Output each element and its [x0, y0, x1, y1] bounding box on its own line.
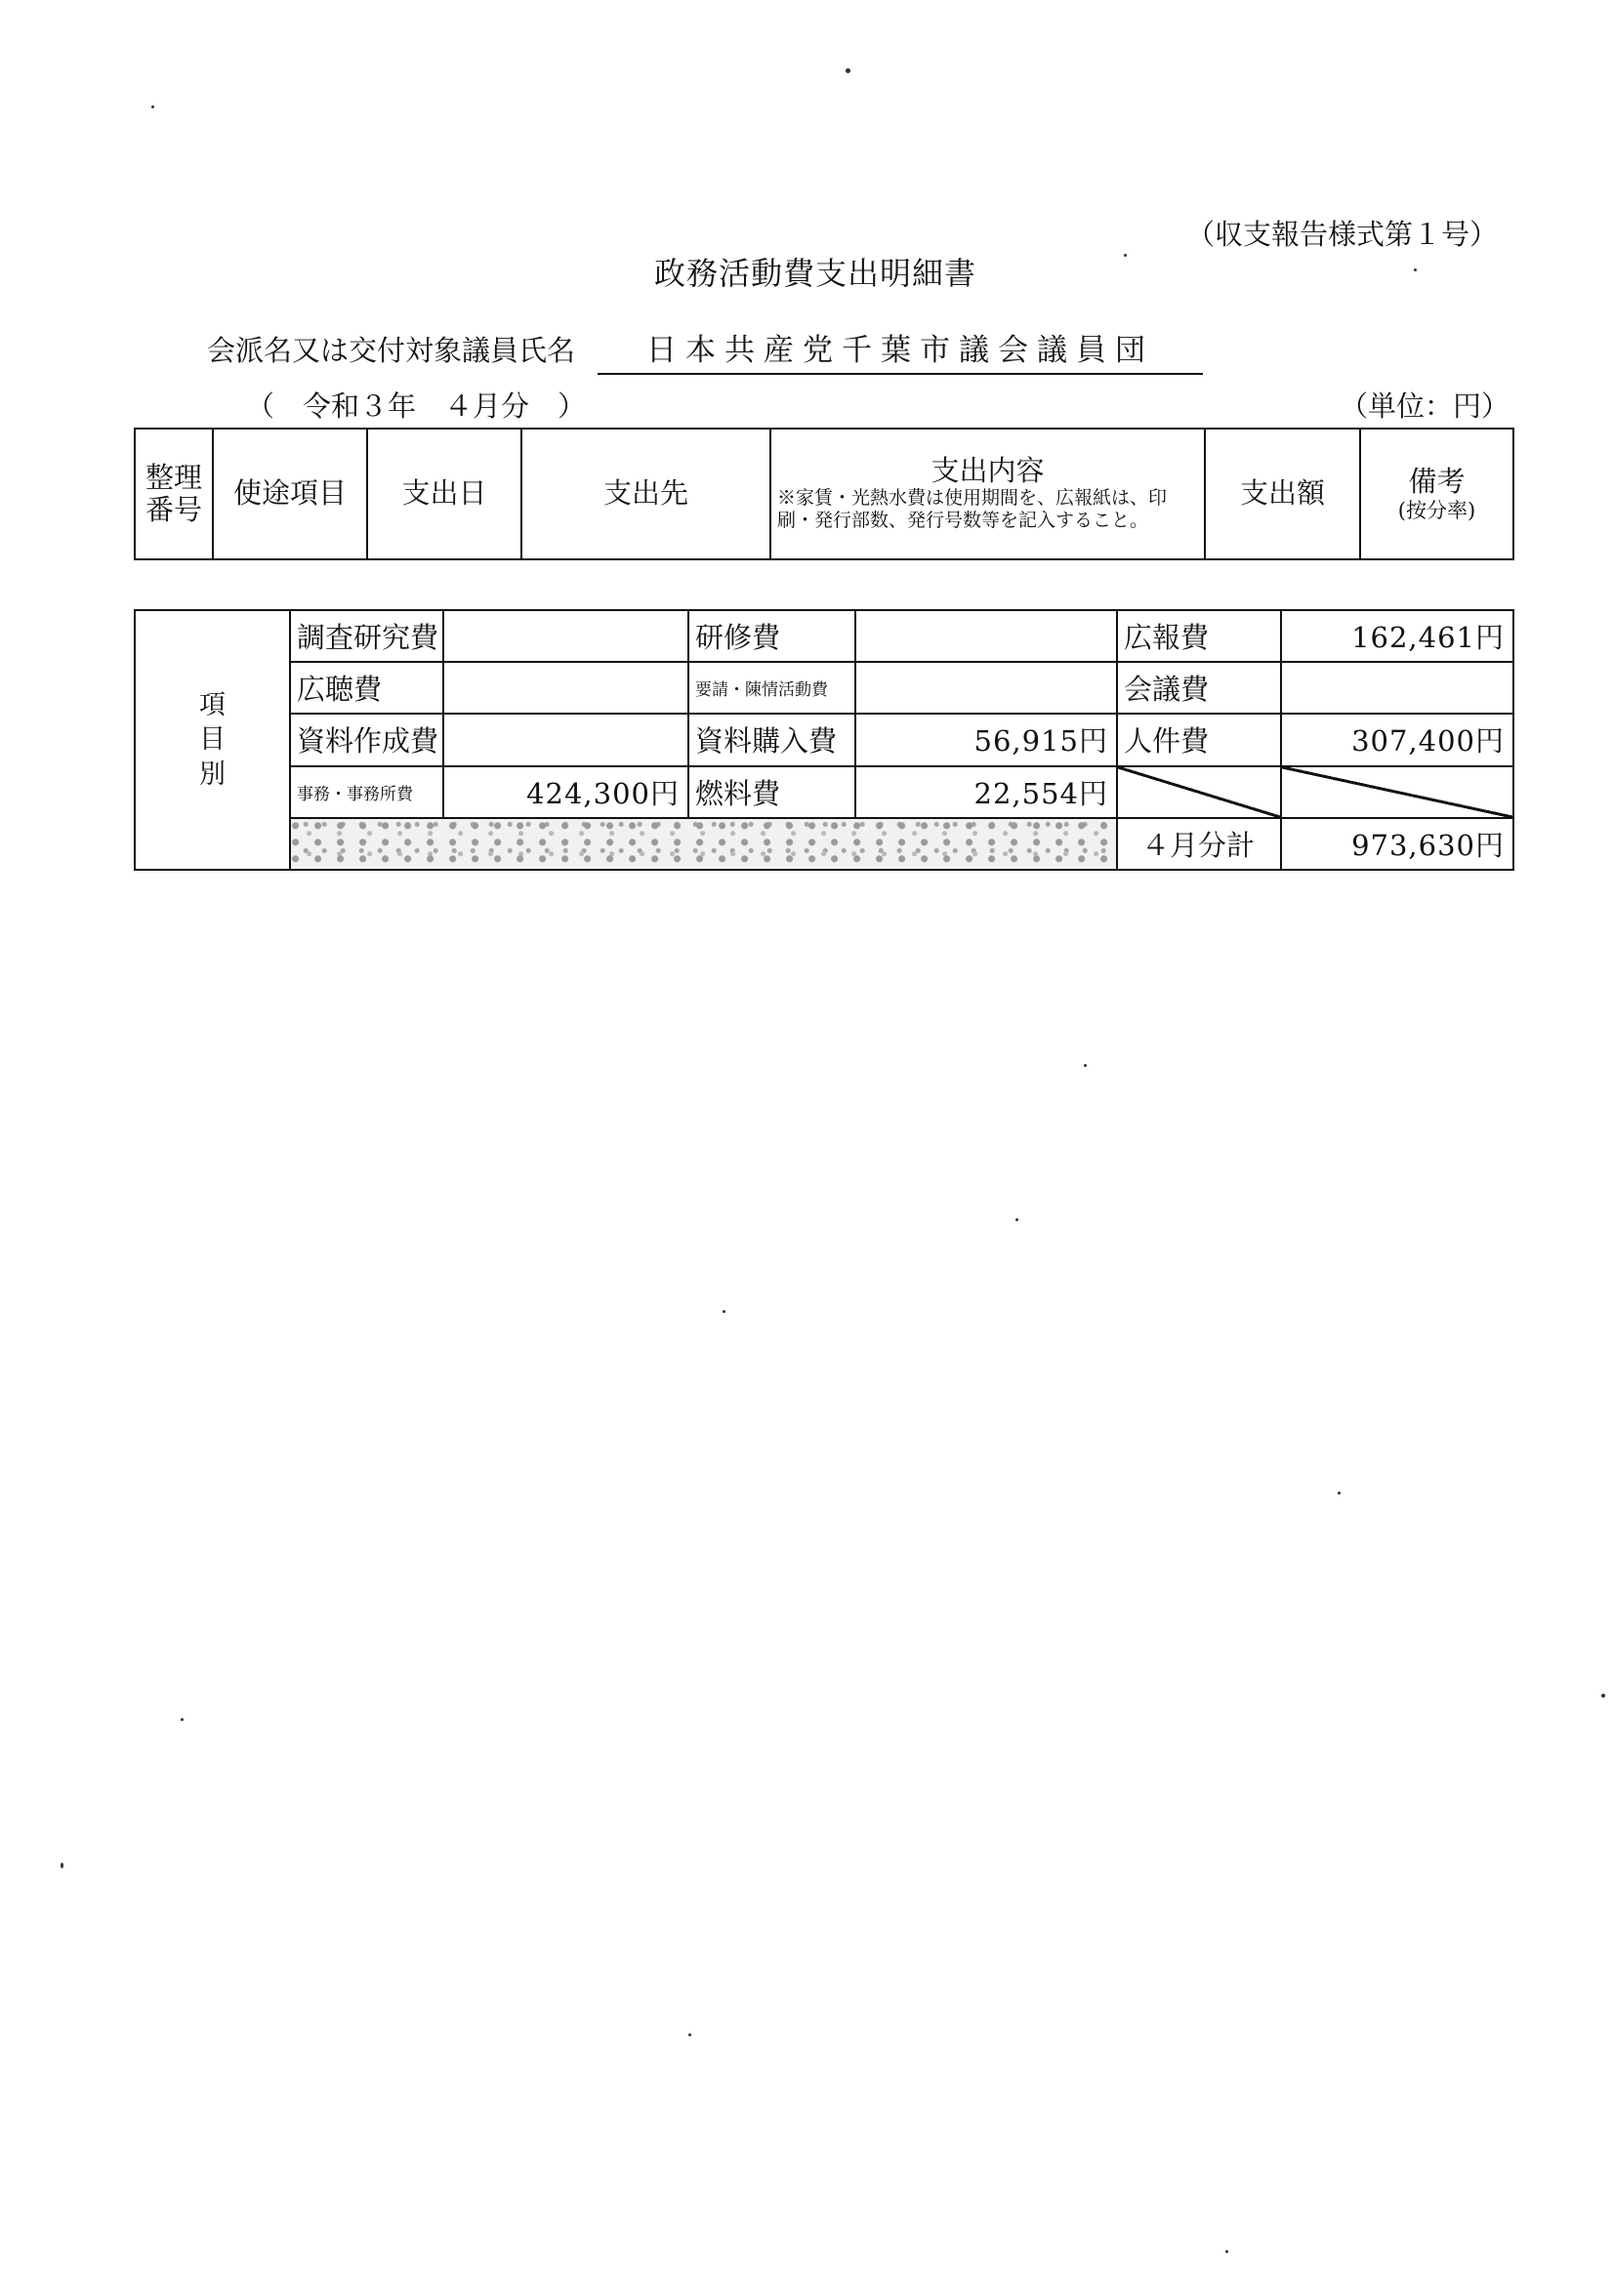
category-side-label: 項 目 別 — [135, 610, 290, 870]
total-label: ４月分計 — [1117, 818, 1281, 870]
category-label: 広聴費 — [290, 662, 443, 714]
category-amount: 56,915円 — [855, 714, 1117, 765]
summary-row — [135, 766, 1513, 818]
faction-name: 日本共産党千葉市議会議員団 — [598, 325, 1203, 375]
category-amount: 307,400円 — [1281, 714, 1513, 765]
category-label: 資料購入費 — [688, 714, 855, 765]
header-date: 支出日 — [367, 429, 521, 559]
header-use-item: 使途項目 — [213, 429, 367, 559]
category-label: 研修費 — [688, 610, 855, 662]
summary-row — [135, 662, 1513, 714]
category-amount — [443, 714, 688, 765]
category-label: 会議費 — [1117, 662, 1281, 714]
category-amount: 424,300円 — [443, 766, 688, 818]
category-amount — [855, 610, 1117, 662]
category-amount — [855, 662, 1117, 714]
unit-label: （単位：円） — [1340, 390, 1510, 423]
summary-row — [135, 610, 1513, 662]
category-label: 人件費 — [1117, 714, 1281, 765]
header-content — [770, 429, 1205, 559]
form-number: （収支報告様式第１号） — [1186, 218, 1499, 251]
reporting-period: （ 令和３年 ４月分 ） — [246, 390, 587, 423]
empty-diagonal-cell — [1281, 766, 1513, 818]
category-summary-table — [134, 609, 1514, 871]
summary-total-row — [135, 818, 1513, 870]
header-remarks-title: 備考 — [1408, 465, 1466, 499]
header-number: 整理 番号 — [135, 429, 213, 559]
category-label: 調査研究費 — [290, 610, 443, 662]
expenditure-header-table — [134, 428, 1514, 560]
category-label: 事務・事務所費 — [290, 766, 443, 818]
category-amount — [443, 662, 688, 714]
category-amount — [443, 610, 688, 662]
category-label: 広報費 — [1117, 610, 1281, 662]
category-label: 要請・陳情活動費 — [688, 662, 855, 714]
category-amount: 162,461円 — [1281, 610, 1513, 662]
document-title: 政務活動費支出明細書 — [654, 255, 977, 292]
header-remarks-sub: (按分率) — [1397, 498, 1476, 522]
category-amount — [1281, 662, 1513, 714]
header-amount: 支出額 — [1205, 429, 1360, 559]
header-remarks — [1360, 429, 1513, 559]
summary-row — [135, 714, 1513, 765]
header-content-note: ※家賃・光熱水費は使用期間を、広報紙は、印刷・発行部数、発行号数等を記入すること。 — [777, 487, 1168, 532]
empty-diagonal-cell — [1117, 766, 1281, 818]
header-payee: 支出先 — [521, 429, 770, 559]
header-content-title: 支出内容 — [931, 453, 1045, 487]
redacted-area — [290, 818, 1117, 870]
category-label: 燃料費 — [688, 766, 855, 818]
category-label: 資料作成費 — [290, 714, 443, 765]
category-amount: 22,554円 — [855, 766, 1117, 818]
total-amount: 973,630円 — [1281, 818, 1513, 870]
faction-label: 会派名又は交付対象議員氏名 — [207, 334, 576, 367]
